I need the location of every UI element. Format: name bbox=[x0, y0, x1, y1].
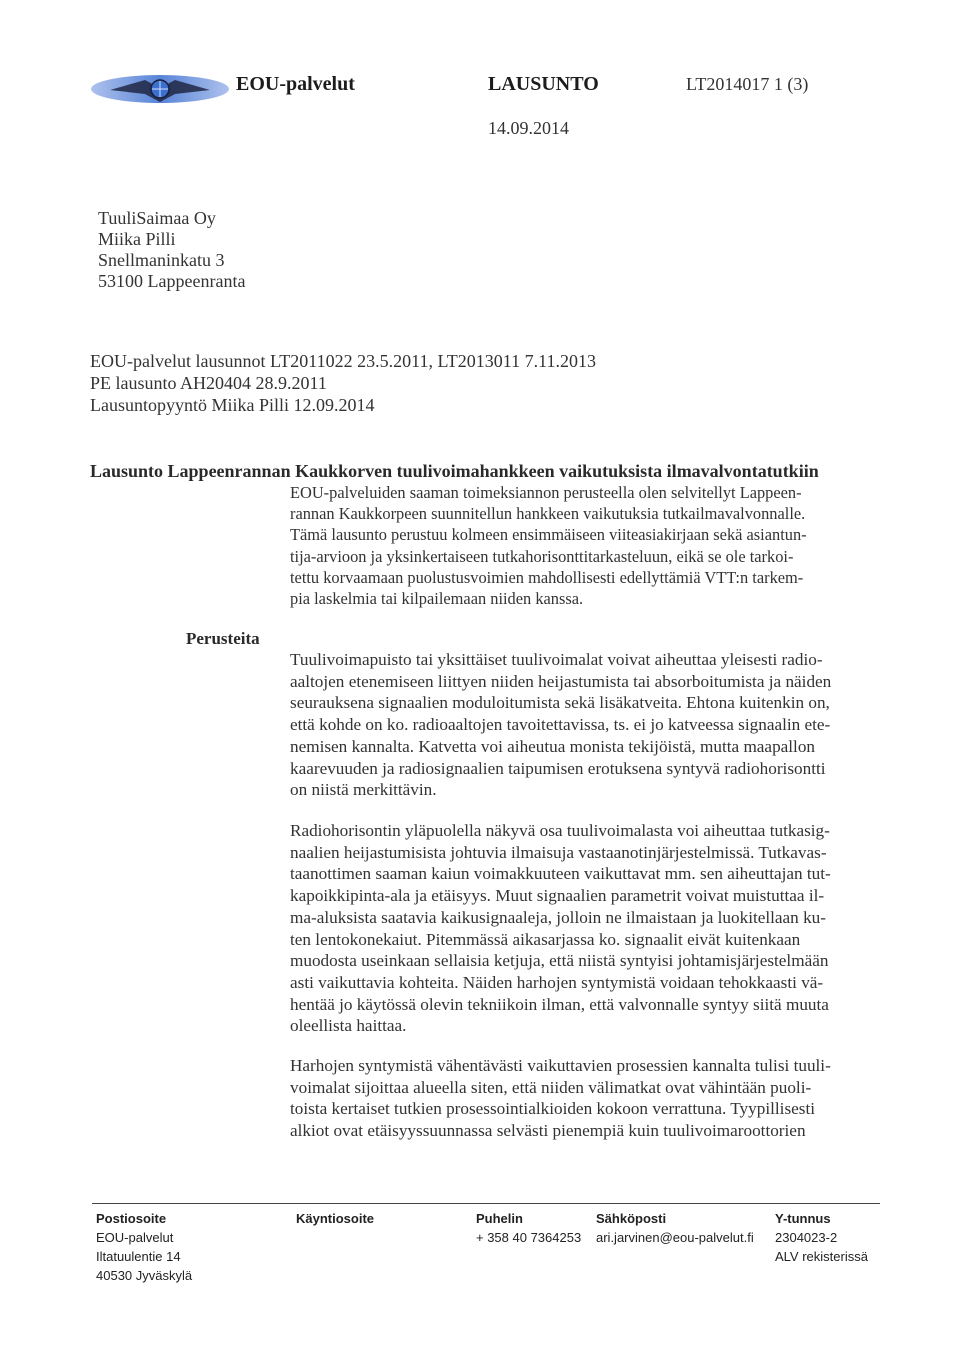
body-paragraph bbox=[290, 1055, 872, 1142]
paragraph-line: Harhojen syntymistä vähentävästi vaikuttavien prosessien kannalta tulisi tuuli- bbox=[290, 1056, 831, 1075]
reference-line: PE lausunto AH20404 28.9.2011 bbox=[90, 373, 327, 393]
paragraph-line: kapoikkipinta-ala ja etäisyys. Muut signaalien parametrit voivat muistuttaa il- bbox=[290, 886, 825, 906]
paragraph-line: EOU-palveluiden saaman toimeksiannon perusteella olen selvitellyt Lappeen- bbox=[290, 483, 802, 502]
footer-business-id bbox=[775, 1209, 868, 1266]
paragraph-line: seurauksena signaalien moduloitumista sekä lisäkatveita. Ehtona kuitenkin on, bbox=[290, 693, 830, 713]
paragraph-line: tettu korvaamaan puolustusvoimien mahdollisesti edellyttämiä VTT:n tarkem- bbox=[290, 567, 804, 587]
footer-line: 40530 Jyväskylä bbox=[96, 1268, 193, 1283]
paragraph-line: nemisen kannalta. Katvetta voi aiheutua monista tekijöistä, mutta maapallon bbox=[290, 736, 816, 756]
footer-heading: Y-tunnus bbox=[775, 1211, 831, 1226]
recipient-line: 53100 Lappeenranta bbox=[98, 271, 246, 291]
paragraph-line: että kohde on ko. radioaaltojen tavoitettavissa, ts. ei jo katveessa signaalin ete- bbox=[290, 715, 831, 735]
paragraph-line: pia laskelmia tai kilpailemaan niiden kanssa. bbox=[290, 589, 584, 609]
footer-heading: Puhelin bbox=[476, 1211, 523, 1226]
paragraph-line: tija-arvioon ja yksinkertaiseen tutkahorisonttitarkasteluun, eikä se ole tarkoi- bbox=[290, 546, 794, 566]
paragraph-line: asti vaikuttavia kohteita. Näiden harhojen syntymistä voidaan tehokkaasti vä- bbox=[290, 972, 824, 992]
recipient-address bbox=[98, 208, 245, 292]
paragraph-line: toista kertaiset tutkien prosessointialkioiden kokoon verrattuna. Tyypillisesti bbox=[290, 1099, 815, 1119]
recipient-line: TuuliSaimaa Oy bbox=[98, 208, 216, 228]
body-paragraph bbox=[290, 649, 872, 801]
footer-divider bbox=[92, 1203, 880, 1204]
paragraph-line: Tämä lausunto perustuu kolmeen ensimmäiseen viiteasiakirjaan sekä asiantun- bbox=[290, 525, 807, 545]
paragraph-line: voimalat sijoittaa alueella siten, että niiden välimatkat ovat vähintään puoli- bbox=[290, 1077, 812, 1097]
paragraph-line: taanottimen saaman kaiun voimakkuuteen vaikuttavat mm. sen aiheuttajan tut- bbox=[290, 864, 831, 884]
body-paragraph bbox=[290, 820, 872, 1037]
paragraph-line: naalien heijastumisista johtuvia ilmaisuja vastaanotinjärjestelmissä. Tutkavas- bbox=[290, 842, 827, 862]
paragraph-line: Tuulivoimapuisto tai yksittäiset tuulivoimalat voivat aiheuttaa yleisesti radio- bbox=[290, 650, 823, 669]
recipient-line: Miika Pilli bbox=[98, 229, 176, 249]
paragraph-line: muodosta useinkaan sellaisia ketjuja, että niistä syntyisi johtamisjärjestelmään bbox=[290, 951, 829, 971]
paragraph-line: aaltojen etenemiseen liittyen niiden heijastumista tai absorboitumista ja näiden bbox=[290, 671, 832, 691]
footer-line: EOU-palvelut bbox=[96, 1230, 174, 1245]
recipient-line: Snellmaninkatu 3 bbox=[98, 250, 225, 270]
reference-line: EOU-palvelut lausunnot LT2011022 23.5.2011, LT2013011 7.11.2013 bbox=[90, 351, 596, 371]
phone-number: + 358 40 7364253 bbox=[476, 1230, 582, 1245]
footer-phone bbox=[476, 1209, 581, 1247]
paragraph-line: ten lentokonekaiut. Pitemmässä aikasarjassa ko. signaalit eivät kuitenkaan bbox=[290, 929, 801, 949]
org-name: EOU-palvelut bbox=[236, 73, 355, 95]
paragraph-line: alkiot ovat etäisyyssuunnassa selvästi pienempiä kuin tuulivoimaroottorien bbox=[290, 1121, 806, 1141]
footer-postal-address bbox=[96, 1209, 192, 1285]
paragraph-line: ma-aluksista saatavia kaikusignaaleja, jolloin ne ilmaistaan ja luokitellaan ku- bbox=[290, 907, 826, 927]
email-address[interactable]: ari.jarvinen@eou-palvelut.fi bbox=[596, 1230, 754, 1245]
paragraph-line: on niistä merkittävin. bbox=[290, 780, 437, 800]
paragraph-line: Radiohorisontin yläpuolella näkyvä osa tuulivoimalasta voi aiheuttaa tutkasig- bbox=[290, 821, 830, 840]
footer-heading: Käyntiosoite bbox=[296, 1211, 375, 1226]
document-reference: LT2014017 1 (3) bbox=[686, 74, 809, 94]
footer-heading: Sähköposti bbox=[596, 1211, 667, 1226]
paragraph-line: kaarevuuden ja radiosignaalien taipumisen erotuksena syntyvä radiohorisontti bbox=[290, 758, 826, 778]
footer-visiting-address bbox=[296, 1209, 374, 1228]
footer-email bbox=[596, 1209, 754, 1247]
side-heading: Perusteita bbox=[186, 629, 260, 648]
reference-line: Lausuntopyyntö Miika Pilli 12.09.2014 bbox=[90, 395, 375, 415]
paragraph-line: oleellista haittaa. bbox=[290, 1016, 407, 1036]
footer-heading: Postiosoite bbox=[96, 1211, 167, 1226]
footer-line: Iltatuulentie 14 bbox=[96, 1249, 181, 1264]
paragraph-line: hentää jo käytössä olevin tekniikoin ilman, että valvonnalle syntyy siitä muuta bbox=[290, 994, 829, 1014]
document-date: 14.09.2014 bbox=[488, 118, 569, 138]
document-type: LAUSUNTO bbox=[488, 73, 599, 95]
footer-line: ALV rekisterissä bbox=[775, 1249, 868, 1264]
winged-globe-logo-icon bbox=[90, 68, 230, 110]
document-title: Lausunto Lappeenrannan Kaukkorven tuulivoimahankkeen vaikutuksista ilmavalvontatutkiin bbox=[90, 461, 819, 481]
references bbox=[90, 350, 596, 416]
paragraph-line: rannan Kaukkorpeen suunnitellun hankkeen vaikutuksia tutkailmavalvonnalle. bbox=[290, 504, 806, 524]
footer-line: 2304023-2 bbox=[775, 1230, 838, 1245]
intro-paragraph bbox=[290, 482, 872, 609]
